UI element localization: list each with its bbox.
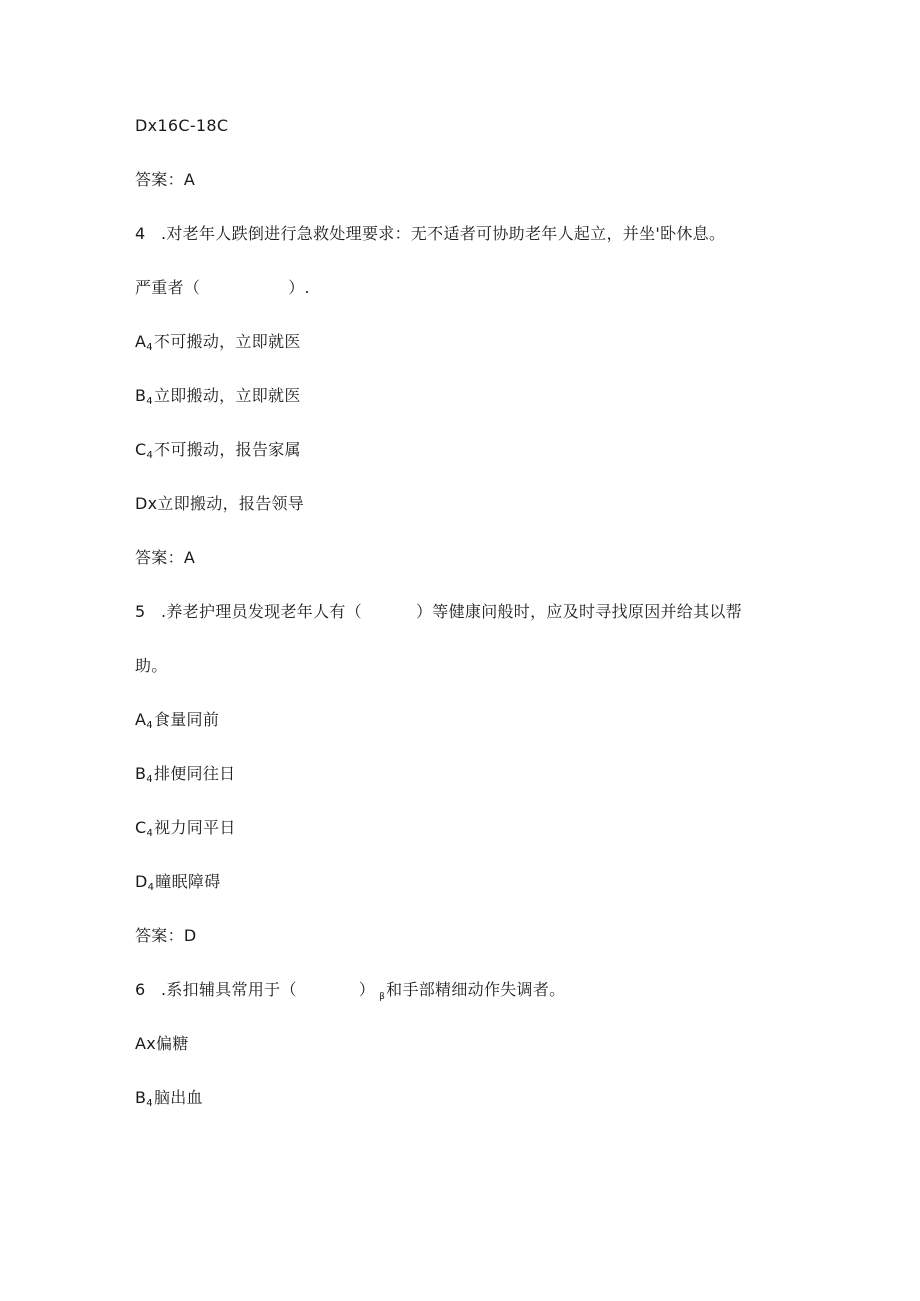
answer-text: 答案：A: [135, 548, 196, 567]
option-letter: B: [135, 386, 147, 405]
answer-text: 答案：D: [135, 926, 197, 945]
option-letter: B: [135, 1088, 147, 1107]
option-letter: C: [135, 818, 147, 837]
option-letter: D: [135, 872, 148, 891]
question-text: .系扣辅具常用于（: [161, 980, 297, 999]
option-text: 脑出血: [153, 1088, 203, 1107]
answer-5: [135, 926, 197, 946]
option-subscript: 4: [146, 1098, 153, 1109]
question-number: 6: [135, 980, 146, 999]
question-text: 和手部精细动作失调者。: [386, 980, 566, 999]
question-text: ）.: [288, 278, 310, 297]
option-text: 排便同往日: [153, 764, 236, 783]
option-text: 不可搬动，报告家属: [154, 440, 301, 459]
option-d-previous: [135, 116, 228, 136]
q5-option-c: [135, 818, 236, 844]
q5-option-b: [135, 764, 235, 790]
option-letter: A: [135, 710, 147, 729]
answer-text: 答案：A: [135, 170, 196, 189]
option-text: 瞳眠障碍: [155, 872, 221, 891]
q5-option-d: [135, 872, 221, 898]
option-subscript: 4: [146, 396, 153, 407]
q4-option-b: [135, 386, 301, 412]
stray-mark: β: [379, 992, 386, 1002]
option-letter: B: [135, 764, 147, 783]
option-text: 视力同平日: [154, 818, 236, 837]
question-text: ）: [358, 980, 376, 999]
q4-option-c: [135, 440, 301, 466]
question-number: 5: [135, 602, 146, 621]
option-subscript: 4: [146, 342, 153, 353]
option-text: 立即搬动，立即就医: [153, 386, 301, 405]
option-text: 不可搬动，立即就医: [153, 332, 301, 351]
question-4-continuation: [135, 278, 310, 298]
option-letter: Ax: [135, 1034, 157, 1053]
question-text: 助。: [135, 656, 168, 675]
q6-option-a: [135, 1034, 189, 1054]
answer-3: [135, 170, 195, 190]
answer-4: [135, 548, 195, 568]
q4-option-a: [135, 332, 301, 358]
question-text: .对老年人跌倒进行急救处理要求：无不适者可协助老年人起立，并坐'卧休息。: [161, 224, 726, 243]
option-letter: A: [135, 332, 147, 351]
question-5: [135, 602, 742, 622]
question-text: .养老护理员发现老年人有（: [161, 602, 362, 621]
option-text: 偏糖: [156, 1034, 189, 1053]
option-subscript: 4: [146, 450, 154, 461]
option-text: 食量同前: [153, 710, 220, 729]
q4-option-d: [135, 494, 304, 514]
option-subscript: 4: [146, 828, 154, 839]
q6-option-b: [135, 1088, 203, 1114]
option-letter: C: [135, 440, 147, 459]
option-subscript: 4: [146, 774, 153, 785]
option-text: 立即搬动，报告领导: [157, 494, 305, 513]
option-letter: Dx: [135, 494, 158, 513]
question-text: 严重者（: [135, 278, 201, 297]
question-number: 4: [135, 224, 146, 243]
question-6: [135, 980, 565, 1007]
q5-option-a: [135, 710, 219, 736]
question-5-continuation: [135, 656, 168, 676]
question-text: ）等健康问般时，应及时寻找原因并给其以帮: [416, 602, 743, 621]
question-4: [135, 224, 725, 244]
option-subscript: 4: [147, 882, 155, 893]
option-text: Dx16C-18C: [135, 116, 229, 135]
option-subscript: 4: [146, 720, 153, 731]
